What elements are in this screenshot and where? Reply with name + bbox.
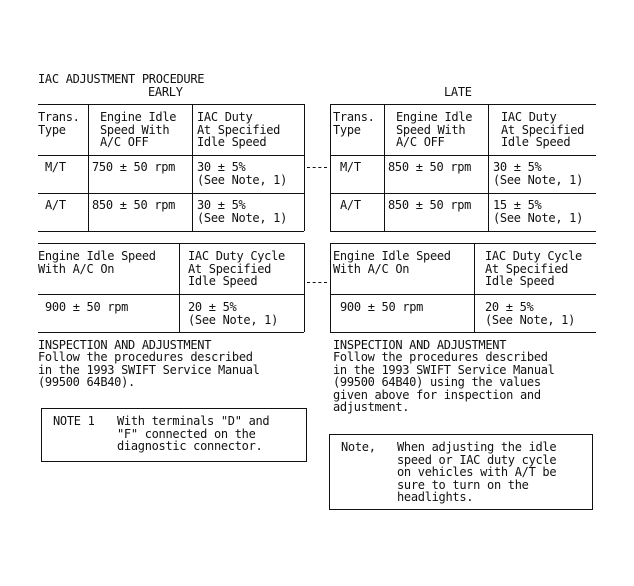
late-label: LATE [444,85,472,99]
cell-idle-speed: 850 ± 50 rpm [92,198,176,212]
cell-iac-duty: 30 ± 5% (See Note, 1) [493,160,584,187]
early-label: EARLY [148,85,183,99]
cell-trans: A/T [340,198,361,212]
header-engine-idle: Engine Idle Speed With A/C OFF [100,110,177,149]
early-inspection-body: Follow the procedures described in the 1993 SWIFT Service Manual (99500 64B40). [38,350,260,389]
cell-idle-speed: 850 ± 50 rpm [388,160,472,174]
note-2-text: When adjusting the idle speed or IAC duty cycle on vehicles with A/T be sure to turn on the headlights. [397,440,557,504]
note-2-box [329,434,593,510]
cell-iac-duty: 30 ± 5% (See Note, 1) [197,160,288,187]
note-1-box [41,408,307,462]
cell-iac-duty: 20 ± 5% (See Note, 1) [188,300,279,327]
header-trans-type: Trans. Type [38,110,80,137]
cell-trans: A/T [45,198,66,212]
late-inspection-body: Follow the procedures described in the 1993 SWIFT Service Manual (99500 64B40) using the values given above for inspection and adjustment. [333,350,555,414]
header-iac-duty-cycle: IAC Duty Cycle At Specified Idle Speed [485,249,582,288]
note-2-label: Note, [341,440,376,454]
header-iac-duty: IAC Duty At Specified Idle Speed [501,110,585,149]
header-trans-type: Trans. Type [333,110,375,137]
cell-trans: M/T [45,160,66,174]
late-inspection-heading: INSPECTION AND ADJUSTMENT [333,338,507,352]
header-iac-duty-cycle: IAC Duty Cycle At Specified Idle Speed [188,249,285,288]
cell-idle-speed: 850 ± 50 rpm [388,198,472,212]
cell-idle-speed: 900 ± 50 rpm [45,300,129,314]
cell-trans: M/T [340,160,361,174]
cell-iac-duty: 30 ± 5% (See Note, 1) [197,198,288,225]
page-title: IAC ADJUSTMENT PROCEDURE [38,72,205,86]
header-engine-idle: Engine Idle Speed With A/C OFF [396,110,473,149]
header-iac-duty: IAC Duty At Specified Idle Speed [197,110,281,149]
connector-line [307,167,327,168]
cell-idle-speed: 900 ± 50 rpm [340,300,424,314]
connector-line [307,282,327,283]
header-engine-idle-ac-on: Engine Idle Speed With A/C On [333,249,451,276]
cell-iac-duty: 15 ± 5% (See Note, 1) [493,198,584,225]
early-inspection-heading: INSPECTION AND ADJUSTMENT [38,338,212,352]
header-engine-idle-ac-on: Engine Idle Speed With A/C On [38,249,156,276]
note-1-label: NOTE 1 [53,414,95,428]
cell-iac-duty: 20 ± 5% (See Note, 1) [485,300,576,327]
cell-idle-speed: 750 ± 50 rpm [92,160,176,174]
note-1-text: With terminals "D" and "F" connected on the diagnostic connector. [117,414,270,453]
